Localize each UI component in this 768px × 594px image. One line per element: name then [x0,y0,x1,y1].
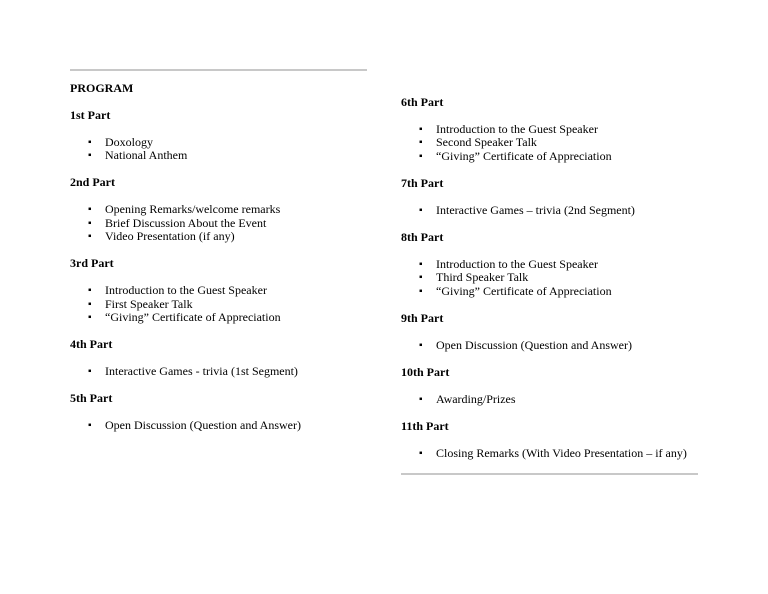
part-heading: 1st Part [70,108,111,122]
part-11 [401,420,701,460]
item-text: National Anthem [105,148,188,163]
part-6 [401,96,701,163]
list-item [401,393,701,406]
list-item [401,136,701,149]
item-text: Third Speaker Talk [436,270,529,285]
list-item [70,311,370,324]
item-text: Interactive Games – trivia (2nd Segment) [436,202,635,217]
list-item [401,204,701,217]
bullet-icon: ▪ [88,204,92,216]
bullet-icon: ▪ [88,150,92,162]
bullet-icon: ▪ [419,204,423,216]
part-heading: 8th Part [401,229,444,244]
item-text: Brief Discussion About the Event [105,215,267,230]
list-item [401,271,701,284]
program-title: PROGRAM [70,81,134,95]
bullet-icon: ▪ [419,272,423,284]
bullet-icon: ▪ [88,137,92,148]
item-text: “Giving” Certificate of Appreciation [105,310,281,325]
part-5 [70,392,370,432]
item-text: Introduction to the Guest Speaker [436,122,598,136]
bullet-icon: ▪ [88,285,92,297]
part-7 [401,177,701,217]
part-item-list [70,419,370,432]
list-item [70,203,370,216]
bullet-icon: ▪ [419,124,423,135]
part-heading: 11th Part [401,418,449,433]
left-column [70,82,370,446]
bullet-icon: ▪ [419,393,423,405]
list-item [70,149,370,162]
bullet-icon: ▪ [419,447,423,459]
bullet-icon: ▪ [419,137,423,149]
bullet-icon: ▪ [419,285,423,297]
list-item [401,447,701,460]
part-item-list [70,136,370,163]
part-heading: 10th Part [401,364,450,379]
bullet-icon: ▪ [88,312,92,324]
item-text: Opening Remarks/welcome remarks [105,202,281,217]
part-item-list [401,447,701,460]
bullet-icon: ▪ [88,420,92,432]
part-item-list [401,204,701,217]
part-4 [70,338,370,378]
bullet-icon: ▪ [419,339,423,351]
part-heading: 4th Part [70,337,113,352]
part-2 [70,176,370,243]
right-column [401,96,701,474]
item-text: Interactive Games - trivia (1st Segment) [105,364,298,379]
list-item [70,298,370,311]
item-text: Doxology [105,135,153,149]
part-1 [70,109,370,163]
list-item [70,419,370,432]
part-heading: 2nd Part [70,175,115,190]
item-text: Open Discussion (Question and Answer) [436,337,632,352]
part-10 [401,366,701,406]
bullet-icon: ▪ [88,366,92,378]
part-heading: 3rd Part [70,256,114,271]
item-text: “Giving” Certificate of Appreciation [436,283,612,298]
bullet-icon: ▪ [88,217,92,229]
bullet-icon: ▪ [88,298,92,310]
item-text: Open Discussion (Question and Answer) [105,418,301,433]
item-text: Closing Remarks (With Video Presentation – if any) [436,445,687,460]
list-item [401,123,701,136]
part-item-list [401,258,701,298]
bullet-icon: ▪ [88,231,92,243]
list-item [70,230,370,243]
part-item-list [401,123,701,163]
part-heading: 9th Part [401,310,444,325]
part-3 [70,257,370,324]
list-item [401,339,701,352]
item-text: Introduction to the Guest Speaker [436,256,598,271]
part-item-list [70,284,370,324]
item-text: “Giving” Certificate of Appreciation [436,148,612,163]
bottom-divider [401,473,698,475]
list-item [70,136,370,149]
item-text: Second Speaker Talk [436,135,537,150]
list-item [70,217,370,230]
bullet-icon: ▪ [419,150,423,162]
part-9 [401,312,701,352]
part-heading: 6th Part [401,95,444,109]
top-divider [70,69,367,71]
item-text: First Speaker Talk [105,296,193,311]
item-text: Video Presentation (if any) [105,229,235,244]
part-8 [401,231,701,298]
part-item-list [401,339,701,352]
part-heading: 7th Part [401,175,444,190]
list-item [70,365,370,378]
part-item-list [70,203,370,243]
bullet-icon: ▪ [419,258,423,270]
part-item-list [401,393,701,406]
list-item [401,258,701,271]
list-item [70,284,370,297]
list-item [401,285,701,298]
item-text: Awarding/Prizes [436,391,516,406]
list-item [401,150,701,163]
part-item-list [70,365,370,378]
item-text: Introduction to the Guest Speaker [105,283,267,298]
part-heading: 5th Part [70,391,113,406]
